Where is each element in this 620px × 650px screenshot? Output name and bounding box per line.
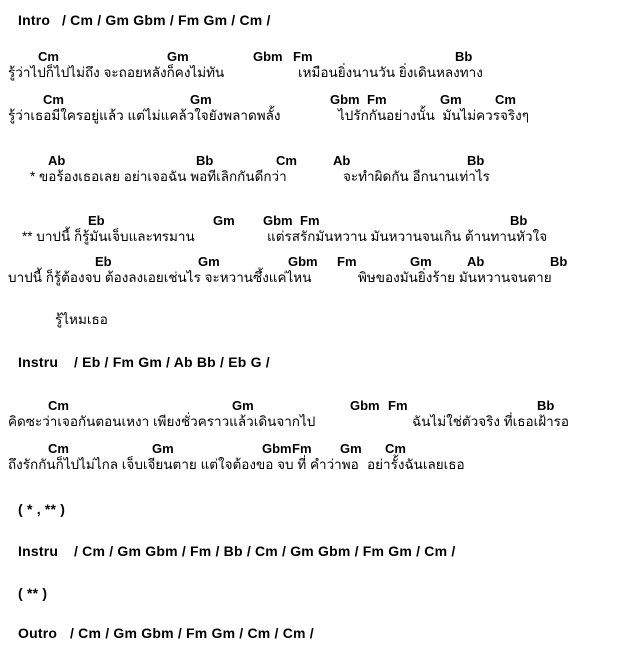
chord-label: Gm xyxy=(440,92,462,107)
section-progression: / Eb / Fm Gm / Ab Bb / Eb G / xyxy=(74,354,270,370)
section-progression: / Cm / Gm Gbm / Fm Gm / Cm / Cm / xyxy=(70,625,314,641)
chord-label: Gbm xyxy=(350,398,380,413)
chord-label: Cm xyxy=(276,153,297,168)
section-label: Intro xyxy=(18,12,51,28)
lyric-segment: เหมือนยิ่งนานวัน ยิ่งเดินหลงทาง xyxy=(298,65,483,80)
chord-label: Gm xyxy=(190,92,212,107)
chord-label: Gm xyxy=(152,441,174,456)
section-progression: / Cm / Gm Gbm / Fm Gm / Cm / xyxy=(62,12,271,28)
lyric-segment: บาปนี้ ก็รู้ต้องจบ ต้องลงเอยเช่นไร จะหวานซึ้งแค่ไหน xyxy=(8,270,312,285)
section-header-row xyxy=(0,10,620,32)
chord-label: Bb xyxy=(467,153,485,168)
chord-label: Gbm xyxy=(253,49,283,64)
section-header-row xyxy=(0,541,620,563)
chord-label: Bb xyxy=(510,213,528,228)
section-header-row xyxy=(0,583,620,605)
chord-label: Gm xyxy=(198,254,220,269)
chord-label: Gm xyxy=(340,441,362,456)
chord-label: Fm xyxy=(293,49,313,64)
section-header-row xyxy=(0,623,620,645)
lyric-segment: ** บาปนี้ ก็รู้มันเจ็บและทรมาน xyxy=(22,229,195,244)
section-header-row xyxy=(0,352,620,374)
chord-label: Gm xyxy=(410,254,432,269)
lyric-row xyxy=(0,455,620,477)
lyric-row xyxy=(0,268,620,290)
section-label: Instru xyxy=(18,543,59,559)
lyric-row xyxy=(0,106,620,128)
lyric-segment: แต่รสรักมันหวาน มันหวานจนเกิน ต้านทานหัวใจ xyxy=(267,229,548,244)
chord-label: Fm xyxy=(388,398,408,413)
chord-label: Ab xyxy=(467,254,485,269)
chord-label: Fm xyxy=(300,213,320,228)
chord-label: Cm xyxy=(48,441,69,456)
chord-label: Gm xyxy=(167,49,189,64)
lyric-segment: รู้ว่าเธอมีใครอยู่แล้ว แต่ไม่แคล้วใจยังพลาดพลั้ง xyxy=(8,108,281,123)
chord-label: Cm xyxy=(385,441,406,456)
chord-label: Eb xyxy=(95,254,112,269)
chord-label: Bb xyxy=(550,254,568,269)
chord-label: Fm xyxy=(337,254,357,269)
section-label: ( * , ** ) xyxy=(18,501,66,517)
lyric-segment: ฉันไม่ใช่ตัวจริง ที่เธอเฝ้ารอ xyxy=(412,414,570,429)
lyric-row xyxy=(0,227,620,249)
chord-label: Gbm xyxy=(288,254,318,269)
section-label: ( ** ) xyxy=(18,585,48,601)
chord-label: Gm xyxy=(232,398,254,413)
lyric-segment: พิษของมันยิ่งร้าย มันหวานจนตาย xyxy=(358,270,552,285)
lyric-segment: รู้ว่าไปก็ไปไม่ถึง จะถอยหลังก็คงไม่ทัน xyxy=(8,65,225,80)
chord-label: Cm xyxy=(43,92,64,107)
chord-label: Gbm xyxy=(263,213,293,228)
lyric-segment: คิดซะว่าเจอกันตอนเหงา เพียงชั่วคราวแล้วเดินจากไป xyxy=(8,414,316,429)
chord-label: Cm xyxy=(48,398,69,413)
lyric-segment: จะทำผิดกัน อีกนานเท่าไร xyxy=(343,169,490,184)
chord-label: Gbm xyxy=(262,441,292,456)
section-header-row xyxy=(0,499,620,521)
lyric-segment: รู้ไหมเธอ xyxy=(55,312,108,327)
chord-label: Bb xyxy=(455,49,473,64)
lyric-segment: ไปรักกันอย่างนั้น มันไม่ควรจริงๆ xyxy=(338,108,530,123)
chord-label: Bb xyxy=(537,398,555,413)
section-label: Instru xyxy=(18,354,59,370)
chord-label: Ab xyxy=(48,153,66,168)
chord-label: Gm xyxy=(213,213,235,228)
chord-label: Fm xyxy=(367,92,387,107)
section-progression: / Cm / Gm Gbm / Fm / Bb / Cm / Gm Gbm / Fm Gm / Cm / xyxy=(74,543,456,559)
section-label: Outro xyxy=(18,625,58,641)
lyric-row xyxy=(0,310,620,332)
chord-label: Bb xyxy=(196,153,214,168)
chord-label: Cm xyxy=(38,49,59,64)
lyric-row xyxy=(0,167,620,189)
lyric-segment: ถึงรักกันก็ไปไม่ไกล เจ็บเจียนตาย แต่ใจต้องขอ จบ ที่ คำว่าพอ xyxy=(8,457,359,472)
chord-label: Ab xyxy=(333,153,351,168)
chord-label: Fm xyxy=(292,441,312,456)
chord-label: Gbm xyxy=(330,92,360,107)
chord-label: Cm xyxy=(495,92,516,107)
lyric-segment: อย่ารั้งฉันเลยเธอ xyxy=(367,457,465,472)
lyric-row xyxy=(0,412,620,434)
lyric-segment: * ขอร้องเธอเลย อย่าเจอฉัน พอทีเลิกกันดีกว่า xyxy=(30,169,287,184)
chord-label: Eb xyxy=(88,213,105,228)
lyric-row xyxy=(0,63,620,85)
